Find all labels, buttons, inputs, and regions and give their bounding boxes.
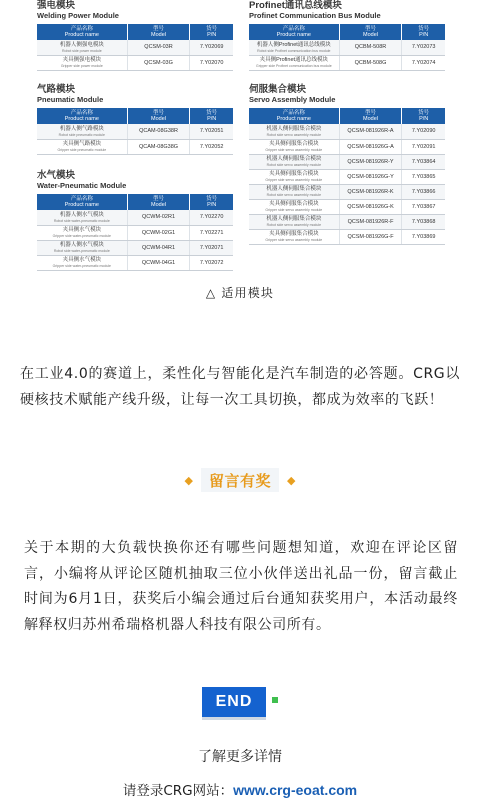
product-name-cell xyxy=(249,229,339,244)
header-cn: 型号 xyxy=(153,195,165,202)
product-name-en: Gripper side water-pneumatic module xyxy=(52,264,112,268)
pn-cell: 7.Y03869 xyxy=(402,229,445,244)
table-header-cell xyxy=(249,24,339,40)
header-en: Product name xyxy=(64,32,99,38)
product-name-en: Robot side water-pneumatic module xyxy=(53,218,110,223)
table-row xyxy=(249,124,445,139)
table-row xyxy=(37,55,233,70)
model-cell: QCSM-081926R-A xyxy=(339,124,402,139)
product-name-en: Robot side servo assembly module xyxy=(266,223,322,227)
model-cell: QCSM-081926G-A xyxy=(339,139,402,154)
table-header-row xyxy=(37,24,233,40)
pn-cell: 7.Y02052 xyxy=(190,139,233,154)
pn-cell: 7.Y03864 xyxy=(402,154,445,169)
module-subtitle: Welding Power Module xyxy=(37,11,119,20)
header-cn: 货号 xyxy=(206,195,218,202)
product-name: 夹具侧气路模块 xyxy=(62,141,102,147)
table-row xyxy=(37,225,233,240)
header-cn: 型号 xyxy=(365,25,377,32)
table-row xyxy=(37,40,233,55)
website-prefix: 请登录CRG网站： xyxy=(122,783,234,799)
table-header-cell xyxy=(402,108,445,124)
table-row xyxy=(249,139,445,154)
contest-paragraph: 关于本期的大负载快换你还有哪些问题想知道，欢迎在评论区留言，小编将从评论区随机抽取三位小伙伴送出礼品一份，留言截止时间为6月1日，获奖后小编会通过后台通知获奖用户，本活动最终解释权归苏州希瑞格机器人科技有限公司所有。 xyxy=(24,540,458,633)
table-row xyxy=(37,139,233,154)
model-cell: QCSM-081926R-F xyxy=(339,214,402,229)
pn-cell: 7.Y02069 xyxy=(190,40,233,55)
header-en: Product name xyxy=(64,116,99,122)
end-badge: END xyxy=(202,687,266,717)
product-name-en: Robot side servo assembly module xyxy=(266,163,322,167)
module-title: 水气模块 xyxy=(37,170,76,181)
module-title: 强电模块 xyxy=(37,0,76,11)
table-row xyxy=(37,240,233,255)
module-subtitle: Pneumatic Module xyxy=(37,95,104,104)
product-name: 机器人侧强电模块 xyxy=(59,41,104,48)
product-name-en: Gripper side power module xyxy=(60,64,103,68)
header-cn: 型号 xyxy=(153,109,165,116)
table-row xyxy=(249,55,445,70)
product-name: 夹具侧伺服集合模块 xyxy=(269,141,319,147)
section-title-box xyxy=(201,468,279,492)
product-name-en: Gripper side servo assembly module xyxy=(265,208,323,212)
module-profinet xyxy=(249,0,445,71)
product-name-en: Gripper side servo assembly module xyxy=(265,148,323,152)
model-cell: QCWM-04R1 xyxy=(127,240,190,255)
table-row xyxy=(249,154,445,169)
product-name: 机器人侧伺服集合模块 xyxy=(266,125,322,132)
model-cell: QCAM-08G38G xyxy=(127,139,190,154)
table-header-cell xyxy=(190,194,233,210)
product-name: 机器人侧水气模块 xyxy=(59,242,104,248)
product-name-cell xyxy=(37,55,127,70)
header-en: P/N xyxy=(207,116,217,122)
pn-cell: 7.Y02270 xyxy=(190,210,233,225)
header-en: Model xyxy=(363,32,378,38)
model-cell: QCWM-02R1 xyxy=(127,210,190,225)
module-title: 气路模块 xyxy=(37,84,76,95)
diamond-left-icon: ◆ xyxy=(184,473,193,487)
pn-cell: 7.Y02071 xyxy=(190,240,233,255)
product-name-en: Gripper side pneumatic module xyxy=(57,148,107,152)
model-cell: QCSM-081926G-K xyxy=(339,199,402,214)
table-header-cell xyxy=(127,194,190,210)
table-header-cell xyxy=(37,194,127,210)
product-name-en: Gripper side water-pneumatic module xyxy=(52,234,112,238)
model-cell: QCSM-081926R-K xyxy=(339,184,402,199)
product-name-cell xyxy=(249,169,339,184)
header-cn: 产品名称 xyxy=(70,195,93,202)
product-name-en: Robot side servo assembly module xyxy=(266,132,322,137)
module-servo-assembly xyxy=(249,84,445,245)
header-en: P/N xyxy=(207,202,217,208)
model-cell: QCSM-081926G-F xyxy=(339,229,402,244)
table-row xyxy=(249,199,445,214)
product-name-cell xyxy=(249,55,339,70)
image-caption: △ 适用模块 xyxy=(205,286,275,300)
table-header-cell xyxy=(339,24,402,40)
pn-cell: 7.Y03866 xyxy=(402,184,445,199)
product-name: 机器人侧伺服集合模块 xyxy=(266,156,322,162)
model-cell: QCSM-03G xyxy=(127,55,190,70)
product-name-cell xyxy=(37,124,127,139)
table-header-cell xyxy=(37,108,127,124)
product-name-cell xyxy=(37,225,127,240)
pn-cell: 7.Y02271 xyxy=(190,225,233,240)
module-title: 伺服集合模块 xyxy=(249,84,307,95)
website-url[interactable]: www.crg-eoat.com xyxy=(233,782,358,798)
header-cn: 货号 xyxy=(206,109,218,116)
product-name: 机器人侧水气模块 xyxy=(59,211,104,218)
product-name-en: Gripper side servo assembly module xyxy=(265,238,323,242)
pn-cell: 7.Y03868 xyxy=(402,214,445,229)
product-name: 夹具侧强电模块 xyxy=(62,57,102,63)
product-name: 夹具侧伺服集合模块 xyxy=(269,201,319,207)
module-table xyxy=(249,24,445,71)
product-name: 机器人侧伺服集合模块 xyxy=(266,186,322,192)
header-cn: 产品名称 xyxy=(70,109,93,116)
product-name-cell xyxy=(37,210,127,225)
pn-cell: 7.Y03865 xyxy=(402,169,445,184)
module-pneumatic xyxy=(37,84,233,155)
table-header-cell xyxy=(249,108,339,124)
module-subtitle: Water-Pneumatic Module xyxy=(37,181,127,190)
table-header-cell xyxy=(127,24,190,40)
table-row xyxy=(37,255,233,270)
module-title: Profinet通讯总线模块 xyxy=(249,0,342,11)
module-water-pneumatic xyxy=(37,170,233,271)
product-name-cell xyxy=(249,184,339,199)
header-en: Model xyxy=(151,32,166,38)
table-row xyxy=(249,184,445,199)
header-en: Product name xyxy=(276,116,311,122)
intro-paragraph: 在工业4.0的赛道上，柔性化与智能化是汽车制造的必答题。CRG以硬核技术赋能产线升级，让每一次工具切换，都成为效率的飞跃！ xyxy=(20,366,460,408)
model-cell: QCSM-081926G-Y xyxy=(339,169,402,184)
module-tables-image xyxy=(37,0,445,272)
product-name: 夹具侧水气模块 xyxy=(62,257,102,263)
diamond-right-icon: ◆ xyxy=(287,473,296,487)
green-dot-icon xyxy=(272,697,278,703)
product-name-cell xyxy=(37,255,127,270)
module-subtitle: Profinet Communication Bus Module xyxy=(249,11,381,20)
pn-cell: 7.Y02070 xyxy=(190,55,233,70)
end-marker xyxy=(0,687,480,717)
product-name-en: Robot side servo assembly module xyxy=(266,193,322,197)
table-header-row xyxy=(249,108,445,124)
module-table xyxy=(37,24,233,71)
header-cn: 产品名称 xyxy=(282,109,305,116)
module-welding-power xyxy=(37,0,233,71)
table-row xyxy=(37,124,233,139)
product-name-en: Robot side water-pneumatic module xyxy=(53,249,110,253)
product-name: 夹具侧水气模块 xyxy=(62,227,102,233)
header-en: P/N xyxy=(207,32,217,38)
product-name-cell xyxy=(249,154,339,169)
table-header-row xyxy=(37,194,233,210)
header-en: Product name xyxy=(64,202,99,208)
product-name-en: Robot side power module xyxy=(61,48,102,53)
product-name-cell xyxy=(249,214,339,229)
module-table xyxy=(37,194,233,271)
product-name-en: Gripper side servo assembly module xyxy=(265,178,323,182)
pn-cell: 7.Y03867 xyxy=(402,199,445,214)
product-name-en: Gripper side Profinet communication bus module xyxy=(255,64,332,68)
header-cn: 型号 xyxy=(365,109,377,116)
section-title: 留言有奖 xyxy=(208,471,271,490)
product-name-en: Robot side Profinet communication bus module xyxy=(257,48,331,53)
table-row xyxy=(249,214,445,229)
table-row xyxy=(249,169,445,184)
learn-more-link[interactable]: 了解更多详情 xyxy=(198,749,282,765)
module-table xyxy=(37,108,233,155)
table-header-cell xyxy=(402,24,445,40)
product-name-cell xyxy=(37,139,127,154)
table-header-row xyxy=(249,24,445,40)
product-name-cell xyxy=(249,40,339,55)
product-name: 夹具侧Profinet通讯总线模块 xyxy=(259,57,329,63)
product-name-cell xyxy=(249,139,339,154)
table-header-cell xyxy=(190,24,233,40)
product-name: 夹具侧伺服集合模块 xyxy=(269,231,319,237)
model-cell: QCSM-081926R-Y xyxy=(339,154,402,169)
model-cell: QCAM-08G38R xyxy=(127,124,190,139)
product-name-cell xyxy=(249,124,339,139)
model-cell: QCSM-03R xyxy=(127,40,190,55)
model-cell: QCBM-508R xyxy=(339,40,402,55)
section-header-comments xyxy=(0,467,480,493)
product-name: 机器人侧Profinet通讯总线模块 xyxy=(256,41,331,48)
model-cell: QCBM-508G xyxy=(339,55,402,70)
table-header-cell xyxy=(127,108,190,124)
header-en: Model xyxy=(151,202,166,208)
header-cn: 型号 xyxy=(153,25,165,32)
header-en: Model xyxy=(151,116,166,122)
pn-cell: 7.Y02090 xyxy=(402,124,445,139)
header-cn: 产品名称 xyxy=(282,25,305,32)
product-name-en: Robot side pneumatic module xyxy=(58,132,105,137)
header-cn: 货号 xyxy=(418,109,430,116)
header-en: P/N xyxy=(419,32,429,38)
product-name: 机器人侧伺服集合模块 xyxy=(266,216,322,222)
table-row xyxy=(249,229,445,244)
module-subtitle: Servo Assembly Module xyxy=(249,95,336,104)
table-row xyxy=(249,40,445,55)
pn-cell: 7.Y02074 xyxy=(402,55,445,70)
product-name-cell xyxy=(37,40,127,55)
header-cn: 产品名称 xyxy=(70,25,93,32)
product-name: 机器人侧气路模块 xyxy=(59,125,104,132)
website-line xyxy=(0,779,480,799)
header-en: P/N xyxy=(419,116,429,122)
table-header-cell xyxy=(339,108,402,124)
table-row xyxy=(37,210,233,225)
model-cell: QCWM-04G1 xyxy=(127,255,190,270)
pn-cell: 7.Y02051 xyxy=(190,124,233,139)
model-cell: QCWM-02G1 xyxy=(127,225,190,240)
table-header-cell xyxy=(37,24,127,40)
pn-cell: 7.Y02073 xyxy=(402,40,445,55)
product-name: 夹具侧伺服集合模块 xyxy=(269,171,319,177)
pn-cell: 7.Y02072 xyxy=(190,255,233,270)
product-name-cell xyxy=(249,199,339,214)
product-name-cell xyxy=(37,240,127,255)
module-table xyxy=(249,108,445,245)
header-cn: 货号 xyxy=(206,25,218,32)
header-cn: 货号 xyxy=(418,25,430,32)
table-header-row xyxy=(37,108,233,124)
header-en: Product name xyxy=(276,32,311,38)
pn-cell: 7.Y02091 xyxy=(402,139,445,154)
header-en: Model xyxy=(363,116,378,122)
table-header-cell xyxy=(190,108,233,124)
